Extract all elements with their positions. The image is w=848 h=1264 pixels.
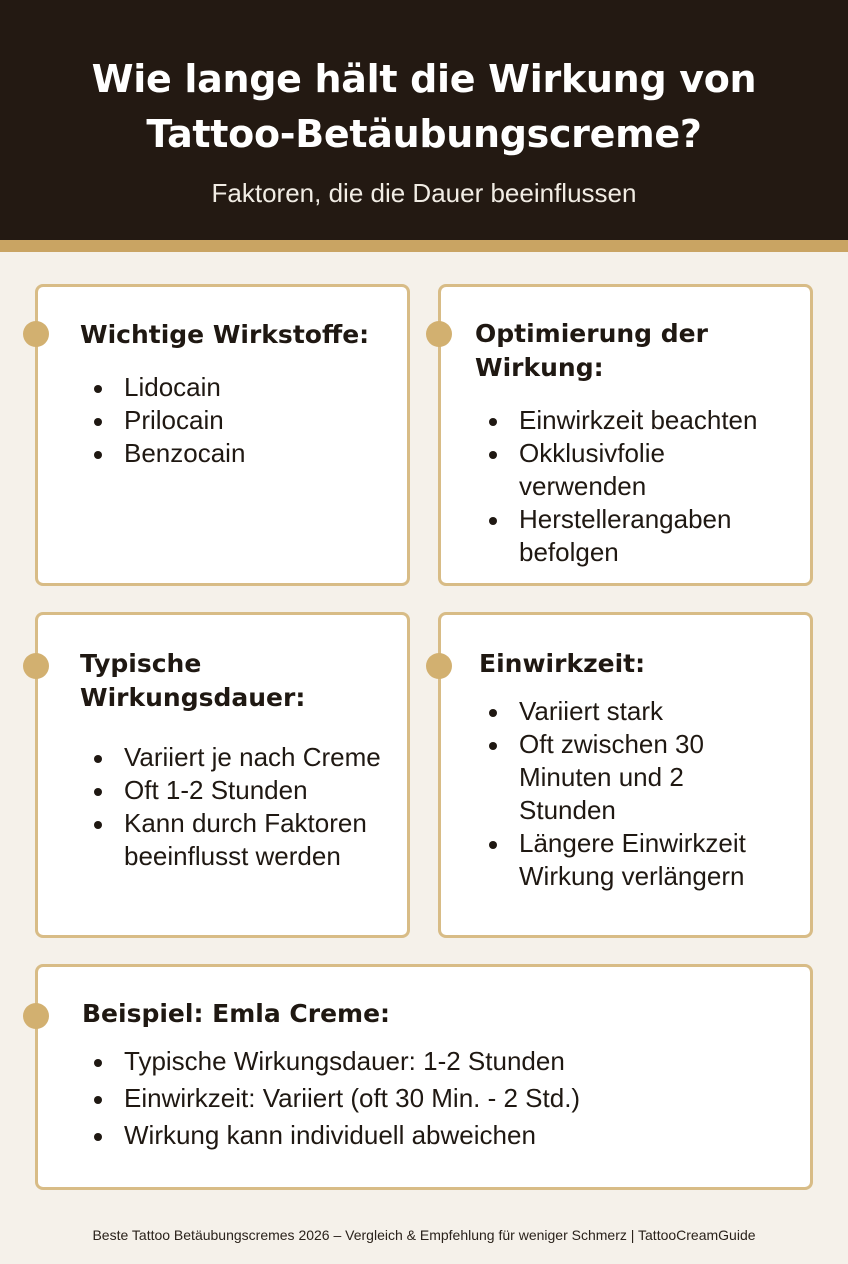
list-item — [483, 437, 803, 503]
card-title-line: Wirkung: — [475, 353, 604, 382]
list-item-text: Kann durch Faktoren — [124, 808, 367, 838]
page-title-line-1: Wie lange hält die Wirkung von — [91, 57, 757, 101]
card-beispiel-emla — [35, 964, 813, 1190]
list-item — [88, 741, 403, 774]
list-item-text: Einwirkzeit beachten — [519, 405, 758, 435]
card-title-line: Optimierung der — [475, 319, 708, 348]
card-title-line: Beispiel: Emla Creme: — [82, 999, 391, 1028]
card-title — [479, 647, 645, 681]
card-wirkstoffe — [35, 284, 410, 586]
footer-caption: Beste Tattoo Betäubungscremes 2026 – Vergleich & Empfehlung für weniger Schmerz | TattooCreamGuide — [92, 1227, 756, 1243]
list-item — [88, 1119, 788, 1152]
list-item — [88, 774, 403, 807]
list-item — [88, 807, 403, 873]
card-title-line: Einwirkzeit: — [479, 649, 646, 678]
card-bullet-dot — [23, 321, 49, 347]
page-subtitle: Faktoren, die die Dauer beeinflussen — [211, 178, 637, 208]
list-item-text: Typische Wirkungsdauer: 1-2 Stunden — [124, 1046, 565, 1076]
page-title-line-2: Tattoo-Betäubungscreme? — [146, 112, 702, 156]
list-item — [88, 1045, 788, 1078]
list-item — [483, 695, 803, 728]
card-einwirkzeit — [438, 612, 813, 938]
list-item — [88, 404, 398, 437]
card-optimierung — [438, 284, 813, 586]
card-bullet-dot — [23, 653, 49, 679]
card-wirkungsdauer — [35, 612, 410, 938]
bullet-list — [88, 1045, 788, 1152]
bullet-list — [483, 404, 803, 569]
card-title-line: Wirkungsdauer: — [80, 683, 306, 712]
bullet-list — [88, 741, 403, 873]
list-item-text: Wirkung verlängern — [519, 861, 745, 891]
page-title — [20, 52, 828, 162]
list-item — [483, 503, 803, 569]
list-item — [88, 1082, 788, 1115]
list-item-text: Okklusivfolie — [519, 438, 665, 468]
list-item-text: Lidocain — [124, 372, 221, 402]
card-title-line: Wichtige Wirkstoffe: — [80, 320, 370, 349]
list-item-text: Längere Einwirkzeit — [519, 828, 746, 858]
list-item-text: Minuten und 2 — [519, 762, 684, 792]
list-item — [483, 728, 803, 827]
card-bullet-dot — [23, 1003, 49, 1029]
list-item-text: Oft zwischen 30 — [519, 729, 704, 759]
list-item — [483, 404, 803, 437]
card-title — [80, 318, 369, 352]
list-item-text: Einwirkzeit: Variiert (oft 30 Min. - 2 Std.) — [124, 1083, 581, 1113]
header-divider — [0, 240, 848, 252]
list-item-text: beeinflusst werden — [124, 841, 341, 871]
list-item-text: befolgen — [519, 537, 619, 567]
card-bullet-dot — [426, 653, 452, 679]
list-item — [483, 827, 803, 893]
list-item-text: Oft 1-2 Stunden — [124, 775, 308, 805]
list-item-text: Prilocain — [124, 405, 224, 435]
bullet-list — [483, 695, 803, 893]
header-banner — [0, 0, 848, 240]
list-item-text: Benzocain — [124, 438, 246, 468]
list-item-text: Stunden — [519, 795, 616, 825]
card-title-line: Typische — [80, 649, 202, 678]
list-item — [88, 371, 398, 404]
list-item-text: Herstellerangaben — [519, 504, 732, 534]
list-item-text: Variiert je nach Creme — [124, 742, 381, 772]
card-title — [475, 317, 708, 385]
card-bullet-dot — [426, 321, 452, 347]
bullet-list — [88, 371, 398, 470]
list-item-text: Variiert stark — [519, 696, 663, 726]
list-item-text: Wirkung kann individuell abweichen — [124, 1120, 536, 1150]
card-title — [82, 997, 390, 1031]
list-item — [88, 437, 398, 470]
card-title — [80, 647, 305, 715]
list-item-text: verwenden — [519, 471, 647, 501]
